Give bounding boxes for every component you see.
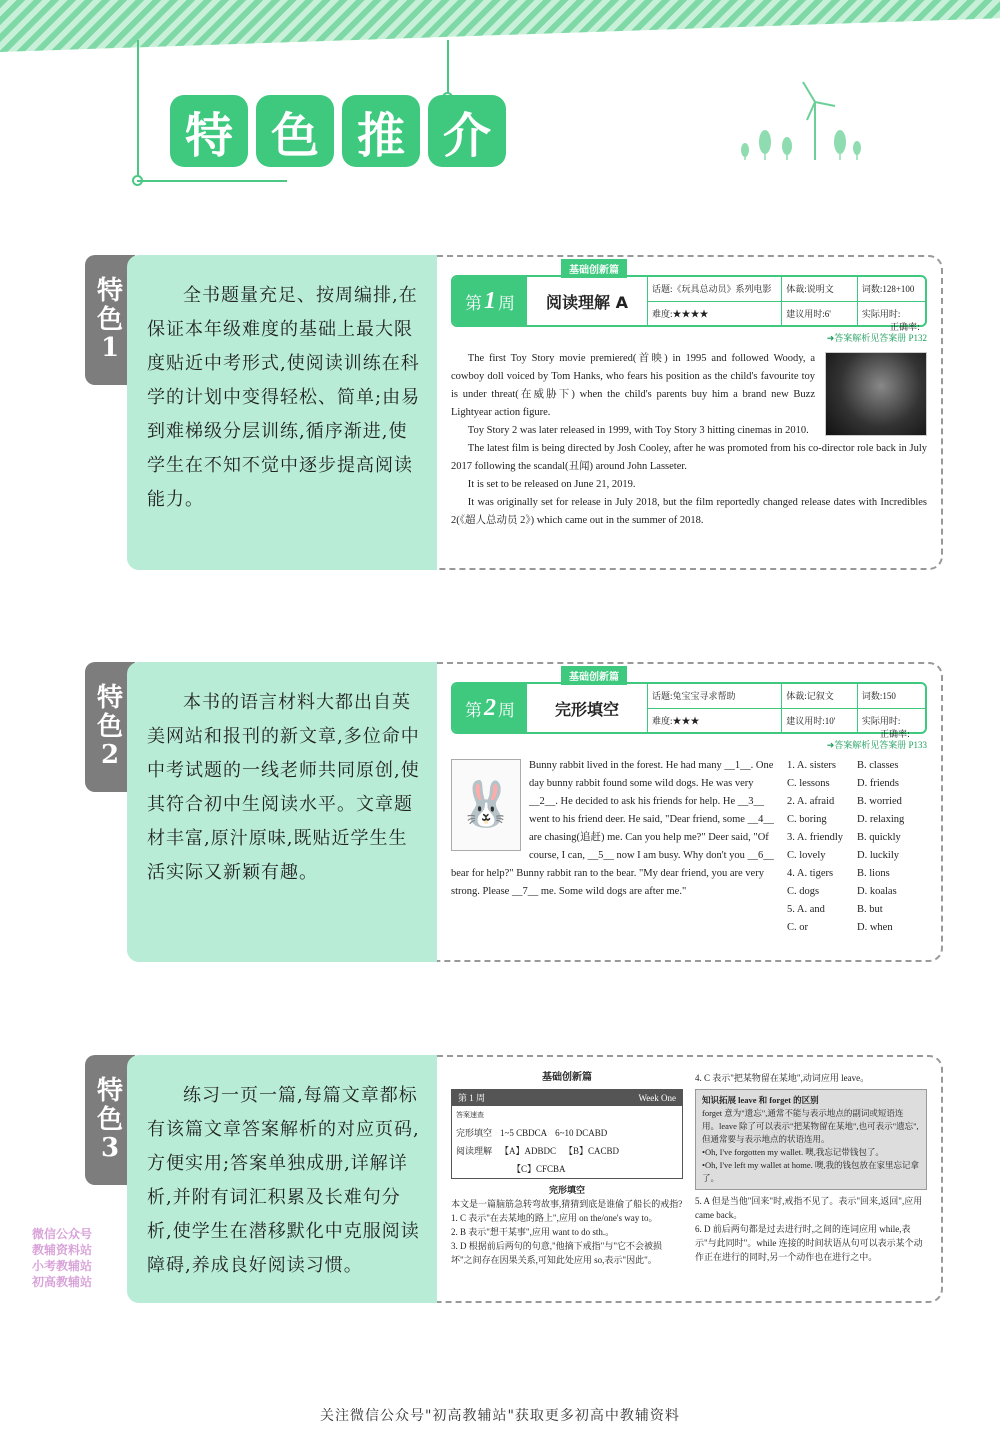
answer-item: 4. C 表示"把某物留在某地",动词应用 leave。 <box>695 1073 870 1083</box>
lesson-header <box>451 672 927 734</box>
feature-section-2 <box>85 662 945 962</box>
tab-char: 色 <box>96 304 123 335</box>
footer-notice: 关注微信公众号"初高教辅站"获取更多初高中教辅资料 <box>320 1408 680 1424</box>
tab-char: 色 <box>96 1104 123 1135</box>
meta-words: 词数:128+100 <box>858 277 925 302</box>
tab-char: 特 <box>96 1076 123 1107</box>
meta-words: 词数:150 <box>858 684 925 709</box>
title-char: 特 <box>170 95 248 167</box>
meta-actual: 实际用时: <box>861 715 901 726</box>
paragraph: It is set to be released on June 21, 2019. <box>467 479 636 490</box>
watermark: 微信公众号 教辅资料站 小考教辅站 初高教辅站 <box>32 1227 93 1289</box>
feature-description-panel <box>127 662 437 962</box>
feature-description: 全书题量充足、按周编排,在保证本年级难度的基础上最大限度贴近中考形式,使阅读训练在科学的计划中变得轻松、简单;由易到难梯级分层训练,循序渐进,使学生在不知不觉中逐步提高阅读能力。 <box>147 285 421 510</box>
week-label: 第 1 周 <box>458 1093 486 1103</box>
answer-reference: ➜答案解析见答案册 P132 <box>826 333 927 343</box>
tab-number: 1 <box>100 333 120 364</box>
sample-page-cloze <box>437 662 943 962</box>
sample-page-reading <box>437 255 943 570</box>
meta-topic: 话题:兔宝宝寻求帮助 <box>648 684 782 709</box>
tab-char: 色 <box>96 711 123 742</box>
sub-heading: 完形填空 <box>548 1185 585 1195</box>
knowledge-note <box>695 1089 927 1190</box>
feature-description: 练习一页一篇,每篇文章都标有该篇文章答案解析的对应页码,方便实用;答案单独成册,详解详析,并附有词汇积累及长难句分析,使学生在潜移默化中克服阅读障碍,养成良好阅读习惯。 <box>147 1085 420 1276</box>
tab-char: 特 <box>96 276 123 307</box>
meta-accuracy: 正确率: <box>890 323 921 333</box>
answer-reference: ➜答案解析见答案册 P133 <box>826 740 927 750</box>
feature-description: 本书的语言材料大都出自英美网站和报刊的新文章,多位命中中考试题的一线老师共同原创,使其符合初中生阅读水平。文章题材丰富,原汁原味,既贴近学生生活实际又新颖有趣。 <box>147 692 420 883</box>
side-label: 答案速查 <box>456 1111 484 1119</box>
title-char: 推 <box>342 95 420 167</box>
meta-topic: 话题:《玩具总动员》系列电影 <box>648 277 782 302</box>
note-title: 知识拓展 leave 和 forget 的区别 <box>702 1095 819 1105</box>
answer-item: 3. D 根据前后两句的句意,"他摘下戒指"与"它不会被损坏"之间存在因果关系,可知此处应用 so,表示"因此"。 <box>451 1241 663 1265</box>
lesson-meta-grid <box>647 277 925 325</box>
tab-number: 3 <box>100 1133 120 1164</box>
week-badge: 第 2 周 <box>453 684 527 732</box>
answer-column-left <box>451 1071 683 1267</box>
feature-description-panel <box>127 1055 437 1303</box>
section-tag: 基础创新篇 <box>561 666 627 685</box>
paragraph: It was originally set for release in July 2018, but the film reportedly changed release dates with Incredibles 2(《超人总动员 2》) which came out in the summer of 2018. <box>451 497 927 526</box>
decor-line <box>447 40 449 95</box>
answer-item: 6. D 前后两句都是过去进行时,之间的连词应用 while,表示"与此同时"。while 连接的时间状语从句可以表示某个动作正在进行的同时,另一个动作也在进行之中。 <box>695 1224 923 1262</box>
note-example: •Oh, I've left my wallet at home. 噢,我的钱包放在家里忘记拿了。 <box>702 1160 919 1183</box>
decor-line <box>137 180 287 182</box>
title-char: 介 <box>428 95 506 167</box>
lesson-header <box>451 265 927 327</box>
meta-difficulty: 难度:★★★ <box>648 709 782 733</box>
answer-item: 5. A 但是当他"回来"时,戒指不见了。表示"回来,返回",应用 came back。 <box>695 1196 923 1220</box>
lesson-meta-grid <box>647 684 925 732</box>
meta-genre: 体裁:记叙文 <box>782 684 858 709</box>
cloze-options: 1. A. sisters B. classes C. lessons D. friends 2. A. afraid B. worried C. boring D. relaxing 3. A. friendly B. quickly C. lovely D. luckily 4. A. tigers B. lions C. dogs D. koalas 5. A. and B. but C. or D. when <box>787 760 905 933</box>
cloze-exercise <box>451 757 927 937</box>
answer-column-right <box>695 1071 927 1267</box>
section-tag: 基础创新篇 <box>561 259 627 278</box>
meta-genre: 体裁:说明文 <box>782 277 858 302</box>
decor-line <box>137 40 139 180</box>
answer-booklet-sample <box>451 1071 927 1267</box>
meta-time: 建议用时:10' <box>782 709 858 733</box>
answer-item: 1. C 表示"在去某地的路上",应用 on the/one's way to。 <box>451 1213 658 1223</box>
cloze-passage <box>451 757 777 937</box>
tab-char: 特 <box>96 683 123 714</box>
movie-photo <box>825 352 927 436</box>
lesson-name: 阅读理解 A <box>546 292 628 312</box>
title-char: 色 <box>256 95 334 167</box>
lesson-name: 完形填空 <box>554 699 619 719</box>
windmill-trees-illustration <box>735 80 865 160</box>
meta-accuracy: 正确率: <box>880 730 911 740</box>
bunny-illustration: 🐰 <box>451 759 521 851</box>
paragraph: Toy Story 2 was later released in 1999, with Toy Story 3 hitting cinemas in 2010. <box>467 425 809 436</box>
answer-heading: 基础创新篇 <box>542 1072 592 1083</box>
week-label-en: Week One <box>638 1093 676 1103</box>
week-badge: 第 1 周 <box>453 277 527 325</box>
page-title <box>170 95 506 167</box>
meta-time: 建议用时:6' <box>782 302 858 326</box>
reading-passage <box>451 350 927 530</box>
feature-section-1 <box>85 255 945 570</box>
answer-quick-table: 第 1 周 Week One 答案速查 完形填空 1~5 CBDCA 6~10 DCABD 阅读理解 【A】ADBDC 【B】CACBD 【C】CFCBA <box>451 1089 683 1179</box>
feature-section-3 <box>85 1055 945 1303</box>
tab-number: 2 <box>100 740 120 771</box>
paragraph: The first Toy Story movie premiered(首映) in 1995 and followed Woody, a cowboy doll voiced by Tom Hanks, who fears his position as the child's favourite toy is under threat(在威胁下) when the child's parents buy him a brand new Buzz Lightyear action figure. <box>451 353 815 418</box>
meta-difficulty: 难度:★★★★ <box>648 302 782 326</box>
sample-page-answers <box>437 1055 943 1303</box>
note-body: forget 意为"遗忘",通常不能与表示地点的副词或短语连用。leave 除了可以表示"把某物留在某地",也可表示"遗忘",但通常要与表示地点的状语连用。 <box>702 1108 919 1144</box>
feature-description-panel <box>127 255 437 570</box>
top-stripe-band <box>0 0 1000 52</box>
intro-text: 本文是一篇脑筋急转弯故事,猜猜到底是谁偷了船长的戒指? <box>451 1199 683 1209</box>
cloze-text: Bunny rabbit lived in the forest. He had many __1__. One day bunny rabbit found some wild dogs. He was very __2__. He decided to ask his friends for help. He __3__ went to his friend deer. He said, "Dear friend, some __4__ are chasing(追赶) me. Can you help me?" Deer said, "Of course, I can, __5__ now I am busy. Why don't you __6__ bear for help?" Bunny rabbit ran to the bear. "My dear friend, you are very strong. Please __7__ me. Some wild dogs are after me." <box>451 760 774 897</box>
paragraph: The latest film is being directed by Josh Cooley, after he was promoted from his co-director role back in July 2017 following the scandal(丑闻) around John Lasseter. <box>451 443 927 472</box>
answer-item: 2. B 表示"想干某事",应用 want to do sth.。 <box>451 1227 615 1237</box>
meta-actual: 实际用时: <box>861 308 901 319</box>
note-example: •Oh, I've forgotten my wallet. 噢,我忘记带钱包了。 <box>702 1147 884 1157</box>
